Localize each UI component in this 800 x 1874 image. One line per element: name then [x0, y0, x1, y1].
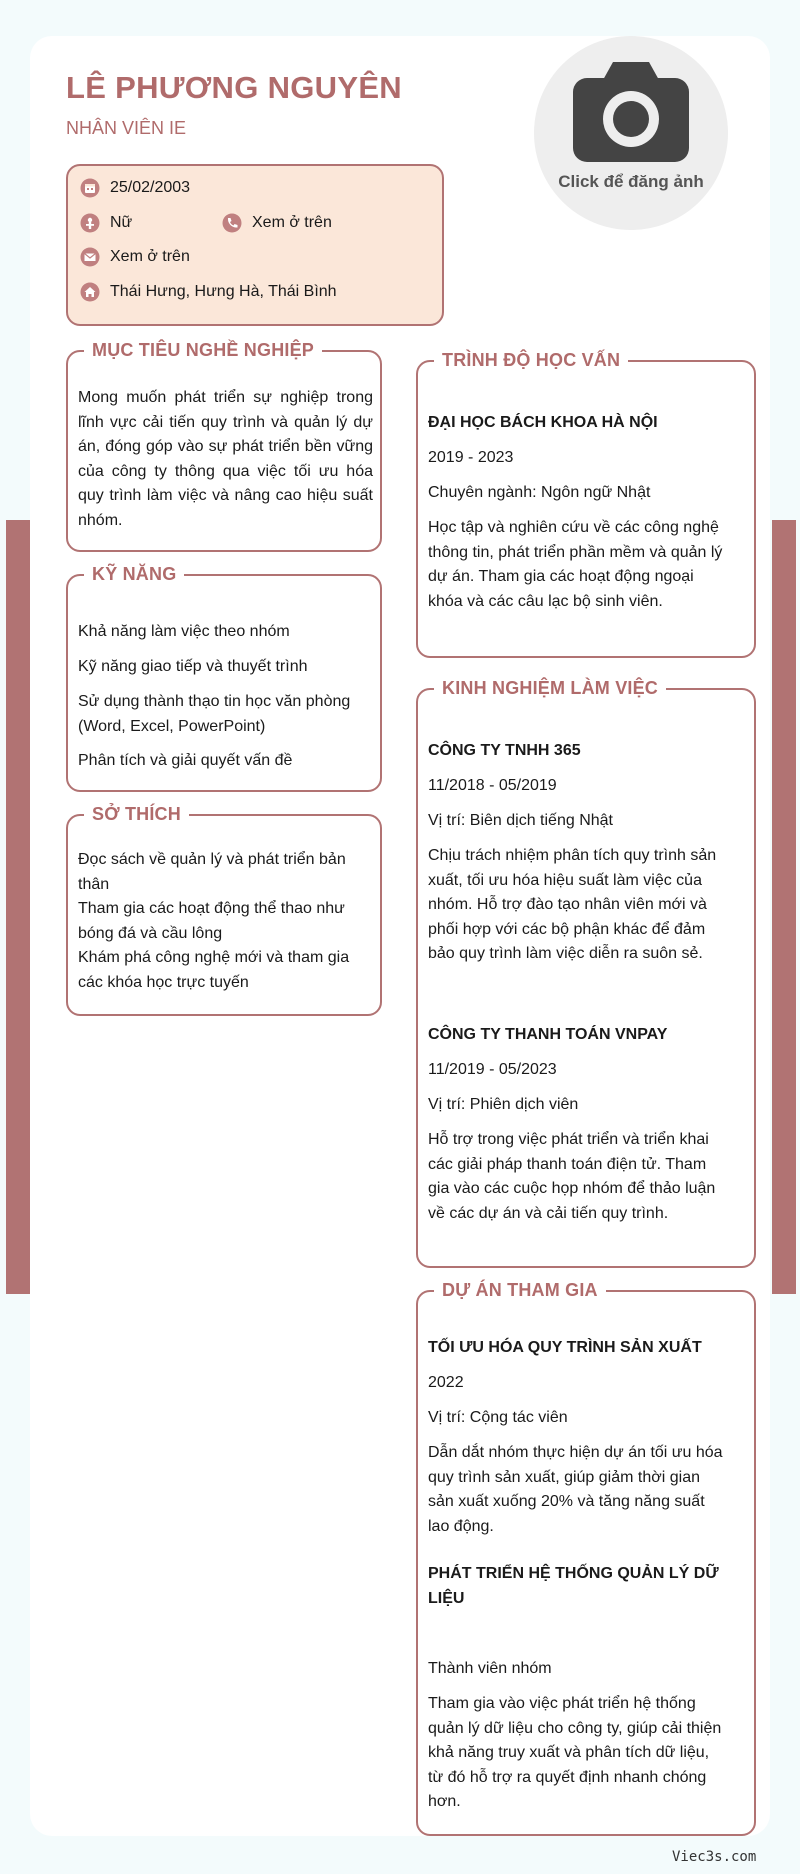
- projects-title: DỰ ÁN THAM GIA: [434, 1278, 606, 1302]
- calendar-icon: [80, 178, 100, 198]
- photo-upload[interactable]: [534, 36, 728, 230]
- education-section: [416, 350, 756, 658]
- hobby-item[interactable]: Khám phá công nghệ mới và tham gia các khóa học trực tuyến: [78, 949, 350, 991]
- education-period[interactable]: 2019 - 2023: [428, 449, 514, 466]
- skill-item[interactable]: Phân tích và giải quyết vấn đề: [78, 752, 293, 769]
- project-name[interactable]: TỐI ƯU HÓA QUY TRÌNH SẢN XUẤT: [428, 1339, 702, 1356]
- job-position[interactable]: Vị trí: Biên dịch tiếng Nhật: [428, 812, 613, 829]
- skills-title: KỸ NĂNG: [84, 562, 184, 586]
- phone-row[interactable]: [222, 213, 332, 233]
- project-name[interactable]: PHÁT TRIỂN HỆ THỐNG QUẢN LÝ DỮ LIỆU: [428, 1565, 719, 1607]
- gender-icon: [80, 213, 100, 233]
- birthday-row[interactable]: [80, 178, 190, 198]
- address-value: Thái Hưng, Hưng Hà, Thái Bình: [110, 283, 337, 300]
- skills-section: [66, 564, 382, 792]
- education-major[interactable]: Chuyên ngành: Ngôn ngữ Nhật: [428, 484, 651, 501]
- photo-upload-label: Click để đăng ảnh: [558, 172, 704, 191]
- project-description[interactable]: Tham gia vào việc phát triển hệ thống quản lý dữ liệu cho công ty, giúp cải thiện khả năng truy xuất và phân tích dữ liệu, từ đó hỗ trợ ra quyết định nhanh chóng hơn.: [428, 1695, 722, 1810]
- objective-section: [66, 340, 382, 552]
- objective-title: MỤC TIÊU NGHỀ NGHIỆP: [84, 338, 322, 362]
- address-row[interactable]: [80, 282, 337, 302]
- education-description[interactable]: Học tập và nghiên cứu về các công nghệ thông tin, phát triển phần mềm và quản lý dự án. Tham gia các hoạt động ngoại khóa và các câu lạc bộ sinh viên.: [428, 519, 723, 610]
- project-role[interactable]: Thành viên nhóm: [428, 1660, 552, 1677]
- skill-item[interactable]: Khả năng làm việc theo nhóm: [78, 623, 290, 640]
- projects-section: [416, 1280, 756, 1836]
- camera-icon: [573, 62, 689, 162]
- email-icon: [80, 247, 100, 267]
- home-icon: [80, 282, 100, 302]
- objective-text[interactable]: Mong muốn phát triển sự nghiệp trong lĩnh vực cải tiến quy trình và quản lý dự án, đóng góp vào sự phát triển bền vững của công ty thông qua việc tối ưu hóa quy trình làm việc và nâng cao hiệu suất nhóm.: [78, 389, 373, 529]
- birthday-value: 25/02/2003: [110, 179, 191, 196]
- phone-value: Xem ở trên: [252, 214, 332, 231]
- site-watermark: Viec3s.com: [672, 1849, 757, 1865]
- project-description[interactable]: Dẫn dắt nhóm thực hiện dự án tối ưu hóa quy trình sản xuất, giúp giảm thời gian sản xuất xuống 20% và tăng năng suất lao động.: [428, 1444, 723, 1535]
- hobby-item[interactable]: Đọc sách về quản lý và phát triển bản thân: [78, 851, 346, 893]
- gender-value: Nữ: [110, 214, 133, 231]
- skill-item[interactable]: Sử dụng thành thạo tin học văn phòng (Word, Excel, PowerPoint): [78, 693, 351, 735]
- job-period[interactable]: 11/2018 - 05/2019: [428, 777, 557, 794]
- job-period[interactable]: 11/2019 - 05/2023: [428, 1061, 557, 1078]
- project-year[interactable]: 2022: [428, 1374, 464, 1391]
- education-title: TRÌNH ĐỘ HỌC VẤN: [434, 348, 628, 372]
- email-value: Xem ở trên: [110, 248, 190, 265]
- job-company[interactable]: CÔNG TY TNHH 365: [428, 742, 581, 759]
- hobby-item[interactable]: Tham gia các hoạt động thể thao như bóng đá và cầu lông: [78, 900, 345, 942]
- job-description[interactable]: Hỗ trợ trong việc phát triển và triển khai các giải pháp thanh toán điện tử. Tham gia vào các cuộc họp nhóm để thảo luận về các dự án và cải tiến quy trình.: [428, 1131, 716, 1222]
- candidate-job-title[interactable]: NHÂN VIÊN IE: [66, 118, 187, 138]
- left-accent-band: [6, 520, 30, 1294]
- phone-icon: [222, 213, 242, 233]
- hobbies-section: [66, 804, 382, 1016]
- skill-item[interactable]: Kỹ năng giao tiếp và thuyết trình: [78, 658, 308, 675]
- job-position[interactable]: Vị trí: Phiên dịch viên: [428, 1096, 579, 1113]
- candidate-name[interactable]: LÊ PHƯƠNG NGUYÊN: [66, 70, 402, 105]
- job-company[interactable]: CÔNG TY THANH TOÁN VNPAY: [428, 1026, 668, 1043]
- contact-info-box: [66, 164, 444, 326]
- job-description[interactable]: Chịu trách nhiệm phân tích quy trình sản xuất, tối ưu hóa hiệu suất làm việc của nhóm. Hỗ trợ đào tạo nhân viên mới và phối hợp với các bộ phận khác để đảm bảo quy trình làm việc diễn ra suôn sẻ.: [428, 847, 717, 962]
- right-accent-band: [772, 520, 796, 1294]
- project-role[interactable]: Vị trí: Cộng tác viên: [428, 1409, 568, 1426]
- email-row[interactable]: [80, 247, 190, 267]
- gender-row[interactable]: [80, 213, 132, 233]
- cv-page: [30, 36, 770, 1836]
- hobbies-title: SỞ THÍCH: [84, 802, 189, 826]
- experience-title: KINH NGHIỆM LÀM VIỆC: [434, 676, 666, 700]
- experience-section: [416, 678, 756, 1268]
- education-school[interactable]: ĐẠI HỌC BÁCH KHOA HÀ NỘI: [428, 414, 658, 431]
